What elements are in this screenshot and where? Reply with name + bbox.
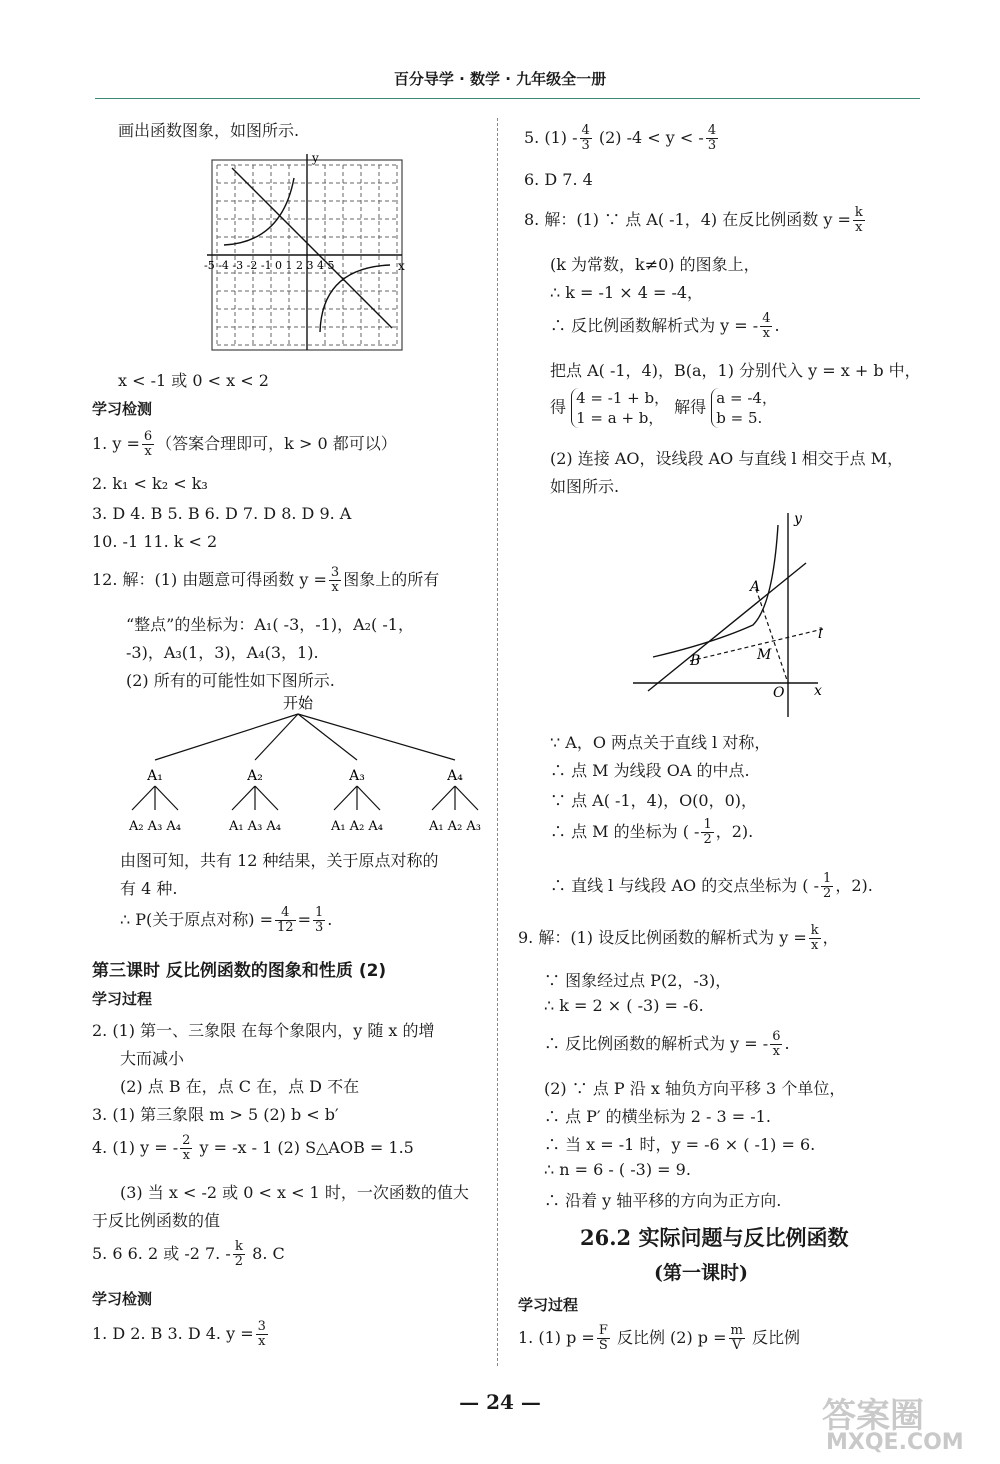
answer-q12-probability: ∴ P(关于原点对称) = $\frac{4}{12}$ = $\frac{1}{3}$ . bbox=[120, 905, 333, 935]
answer-q1: 1. y = $\frac{6}{x}$ （答案合理即可，k > 0 都可以） bbox=[92, 429, 397, 459]
answer-r8-line9: ∵ A，O 两点关于直线 l 对称， bbox=[550, 733, 771, 752]
tree-node-a3: A₃ bbox=[349, 768, 365, 784]
y-axis-label: y bbox=[312, 151, 319, 165]
tree-leaves-3: A₁ A₂ A₄ bbox=[330, 819, 384, 834]
fig-label-y: y bbox=[794, 511, 802, 527]
answer-r8-line8: 如图所示. bbox=[550, 477, 620, 496]
answer-r8-line2: (k 为常数，k≠0) 的图象上， bbox=[550, 255, 760, 274]
process-q3: 3. (1) 第三象限 m > 5 (2) b < b′ bbox=[92, 1105, 339, 1124]
intro-text: 画出函数图象，如图所示. bbox=[118, 121, 300, 140]
tree-leaves-2: A₁ A₃ A₄ bbox=[228, 819, 282, 834]
fig-label-b: B bbox=[690, 653, 701, 669]
answer-r9-line6: ∴ 点 P′ 的横坐标为 2 - 3 = -1. bbox=[544, 1107, 771, 1126]
answer-r8-line1: 8. 解：(1) ∵ 点 A( -1，4) 在反比例函数 y = $\frac{k}{x}$ bbox=[524, 205, 863, 235]
linear-function-line bbox=[232, 168, 392, 328]
answer-q12-line5: 由图可知，共有 12 种结果，关于原点对称的 bbox=[120, 851, 439, 870]
answer-r8-system: 得 4 = -1 + b， 1 = a + b， 解得 a = -4， b = 5. bbox=[550, 389, 777, 427]
header-rule bbox=[95, 98, 920, 99]
tree-diagram bbox=[110, 690, 495, 840]
section-heading-process-2: 学习过程 bbox=[518, 1296, 579, 1314]
process-q4-line1: 4. (1) y = - $\frac{2}{x}$ y = -x - 1 (2) S△AOB = 1.5 bbox=[92, 1133, 414, 1163]
tree-node-a4: A₄ bbox=[447, 768, 463, 784]
answer-r8-line11: ∵ 点 A( -1，4)，O(0，0)， bbox=[550, 791, 758, 810]
answer-q12-line1: 12. 解：(1) 由题意可得函数 y = $\frac{3}{x}$ 图象上的所有 bbox=[92, 565, 440, 595]
page-number: — 24 — bbox=[459, 1390, 541, 1414]
process-q2-line1: 2. (1) 第一、三象限 在每个象限内，y 随 x 的增 bbox=[92, 1021, 435, 1040]
fig-segment-ao bbox=[756, 589, 788, 683]
process-q2-line3: (2) 点 B 在，点 C 在，点 D 不在 bbox=[120, 1077, 360, 1096]
process-s1: 1. (1) p = $\frac{F}{S}$ 反比例 (2) p = $\frac{m}{V}$ 反比例 bbox=[518, 1323, 800, 1353]
answer-r8-line3: ∴ k = -1 × 4 = -4， bbox=[550, 283, 704, 302]
page-header: 百分导学 · 数学 · 九年级全一册 bbox=[393, 70, 607, 88]
answer-r8-line10: ∴ 点 M 为线段 OA 的中点. bbox=[550, 761, 750, 780]
answer-r9-line9: ∴ 沿着 y 轴平移的方向为正方向. bbox=[544, 1191, 782, 1210]
answer-r8-line4: ∴ 反比例函数解析式为 y = - $\frac{4}{x}$ . bbox=[550, 311, 780, 341]
function-graph bbox=[202, 150, 412, 360]
process-q4-line2: (3) 当 x < -2 或 0 < x < 1 时，一次函数的值大 bbox=[120, 1183, 469, 1202]
answer-r9-line7: ∴ 当 x = -1 时，y = -6 × ( -1) = 6. bbox=[544, 1135, 816, 1154]
process-q5-8: 5. 6 6. 2 或 -2 7. - $\frac{k}{2}$ 8. C bbox=[92, 1239, 285, 1269]
answer-r9-line2: ∵ 图象经过点 P(2，-3)， bbox=[544, 971, 732, 990]
watermark-url: MXQE.COM bbox=[826, 1430, 964, 1455]
tree-leaves-4: A₁ A₂ A₃ bbox=[428, 819, 482, 834]
answer-r9-line3: ∴ k = 2 × ( -3) = -6. bbox=[544, 996, 704, 1015]
tree-root: 开始 bbox=[282, 694, 314, 712]
section-heading-practice: 学习检测 bbox=[92, 400, 153, 418]
process-q4-line3: 于反比例函数的值 bbox=[92, 1211, 221, 1230]
practice-q1-4: 1. D 2. B 3. D 4. y = $\frac{3}{x}$ bbox=[92, 1319, 266, 1349]
lesson-title: 第三课时 反比例函数的图象和性质 (2) bbox=[92, 961, 387, 981]
answer-r6-7: 6. D 7. 4 bbox=[524, 170, 593, 189]
answer-q12-line6: 有 4 种. bbox=[120, 879, 178, 898]
tree-branches bbox=[132, 714, 478, 810]
answer-q12-line4: (2) 所有的可能性如下图所示. bbox=[126, 671, 335, 690]
geometry-figure bbox=[628, 505, 838, 720]
section-heading-process: 学习过程 bbox=[92, 990, 153, 1008]
fig-label-l: l bbox=[818, 626, 823, 642]
fig-label-x: x bbox=[814, 683, 822, 699]
answer-r8-line7: (2) 连接 AO，设线段 AO 与直线 l 相交于点 M， bbox=[550, 449, 904, 468]
fig-label-a: A bbox=[750, 579, 761, 595]
fig-label-o: O bbox=[773, 685, 785, 701]
answer-r8-line13: ∴ 直线 l 与线段 AO 的交点坐标为 ( - $\frac{1}{2}$ ，2). bbox=[550, 871, 873, 901]
watermark-logo: 答案圈 bbox=[822, 1396, 924, 1436]
answer-r5: 5. (1) - $\frac{4}{3}$ (2) -4 < y < - $\frac{4}{3}$ bbox=[524, 123, 717, 153]
fig-label-m: M bbox=[757, 647, 772, 663]
answer-q2: 2. k₁ < k₂ < k₃ bbox=[92, 474, 208, 493]
answer-r9-line5: (2) ∵ 点 P 沿 x 轴负方向平移 3 个单位， bbox=[544, 1079, 846, 1098]
answer-r9-line8: ∴ n = 6 - ( -3) = 9. bbox=[544, 1160, 691, 1179]
answer-q10-11: 10. -1 11. k < 2 bbox=[92, 532, 218, 551]
process-q2-line2: 大而减小 bbox=[120, 1049, 185, 1068]
answer-range: x < -1 或 0 < x < 2 bbox=[118, 371, 269, 390]
answer-r8-line5: 把点 A( -1，4)，B(a，1) 分别代入 y = x + b 中， bbox=[550, 361, 921, 380]
tree-leaves-1: A₂ A₃ A₄ bbox=[128, 819, 182, 834]
section-heading-practice-2: 学习检测 bbox=[92, 1290, 153, 1308]
chapter-subtitle: (第一课时) bbox=[654, 1262, 748, 1284]
fig-line-ab bbox=[648, 563, 806, 691]
chapter-title: 26.2 实际问题与反比例函数 bbox=[580, 1225, 849, 1250]
answer-q12-line3: -3)，A₃(1，3)，A₄(3，1). bbox=[126, 643, 319, 662]
x-tick-labels: -5 -4 -3 -2 -1 0 1 2 3 4 5 bbox=[204, 259, 335, 272]
answer-r8-line12: ∴ 点 M 的坐标为 ( - $\frac{1}{2}$ ，2). bbox=[550, 817, 754, 847]
column-divider bbox=[497, 118, 498, 1366]
answer-r9-line4: ∴ 反比例函数的解析式为 y = - $\frac{6}{x}$ . bbox=[544, 1029, 790, 1059]
answer-r9-line1: 9. 解：(1) 设反比例函数的解析式为 y = $\frac{k}{x}$ ， bbox=[518, 923, 839, 953]
x-axis-label: x bbox=[398, 259, 405, 273]
tree-node-a2: A₂ bbox=[247, 768, 263, 784]
answer-q12-line2: “整点”的坐标为：A₁( -3，-1)，A₂( -1， bbox=[126, 615, 414, 634]
answer-q3-9: 3. D 4. B 5. B 6. D 7. D 8. D 9. A bbox=[92, 504, 352, 523]
tree-node-a1: A₁ bbox=[147, 768, 163, 784]
